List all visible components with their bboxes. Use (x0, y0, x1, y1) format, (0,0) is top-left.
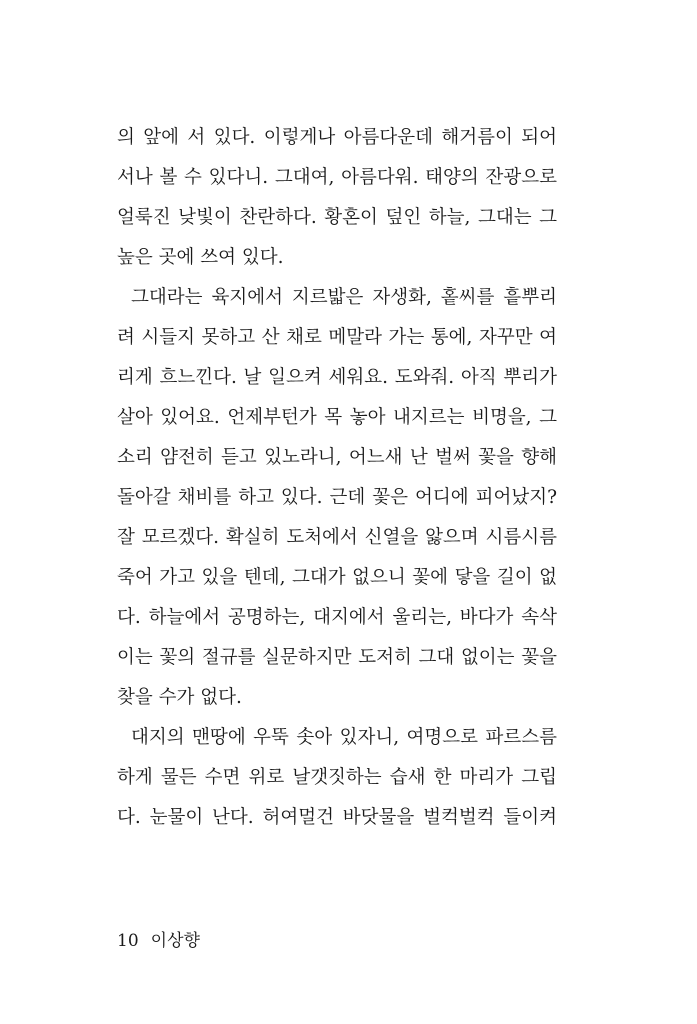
text-line: 돌아갈 채비를 하고 있다. 근데 꽃은 어디에 피어났지? (117, 487, 557, 508)
text-line: 서나 볼 수 있다니. 그대여, 아름다워. 태양의 잔광으로 (117, 167, 557, 188)
page-footer (117, 926, 200, 951)
text-line: 리게 흐느낀다. 날 일으켜 세워요. 도와줘. 아직 뿌리가 (117, 367, 557, 388)
text-line: 하게 물든 수면 위로 날갯짓하는 습새 한 마리가 그립 (117, 767, 557, 788)
text-line: 대지의 맨땅에 우뚝 솟아 있자니, 여명으로 파르스름 (131, 727, 557, 748)
text-line: 얼룩진 낮빛이 찬란하다. 황혼이 덮인 하늘, 그대는 그 (117, 207, 557, 228)
text-line: 의 앞에 서 있다. 이렇게나 아름다운데 해거름이 되어 (117, 127, 557, 148)
text-line: 다. 하늘에서 공명하는, 대지에서 울리는, 바다가 속삭 (117, 607, 557, 628)
page-number: 10 (117, 931, 139, 951)
text-line: 소리 얌전히 듣고 있노라니, 어느새 난 벌써 꽃을 향해 (117, 447, 557, 468)
text-line: 이는 꽃의 절규를 실문하지만 도저히 그대 없이는 꽃을 (117, 647, 557, 668)
running-header-author: 이상향 (150, 931, 200, 951)
text-line: 잘 모르겠다. 확실히 도처에서 신열을 앓으며 시름시름 (117, 527, 557, 548)
text-line: 찾을 수가 없다. (117, 687, 242, 708)
text-line: 려 시들지 못하고 산 채로 메말라 가는 통에, 자꾸만 여 (117, 327, 557, 348)
text-line: 다. 눈물이 난다. 허여멀건 바닷물을 벌컥벌컥 들이켜 (117, 807, 557, 828)
text-line: 높은 곳에 쓰여 있다. (117, 247, 284, 268)
text-line: 그대라는 육지에서 지르밟은 자생화, 홑씨를 흩뿌리 (131, 287, 557, 308)
body-text (117, 118, 557, 838)
text-line: 죽어 가고 있을 텐데, 그대가 없으니 꽃에 닿을 길이 없 (117, 567, 557, 588)
text-line: 살아 있어요. 언제부턴가 목 놓아 내지르는 비명을, 그 (117, 407, 557, 428)
